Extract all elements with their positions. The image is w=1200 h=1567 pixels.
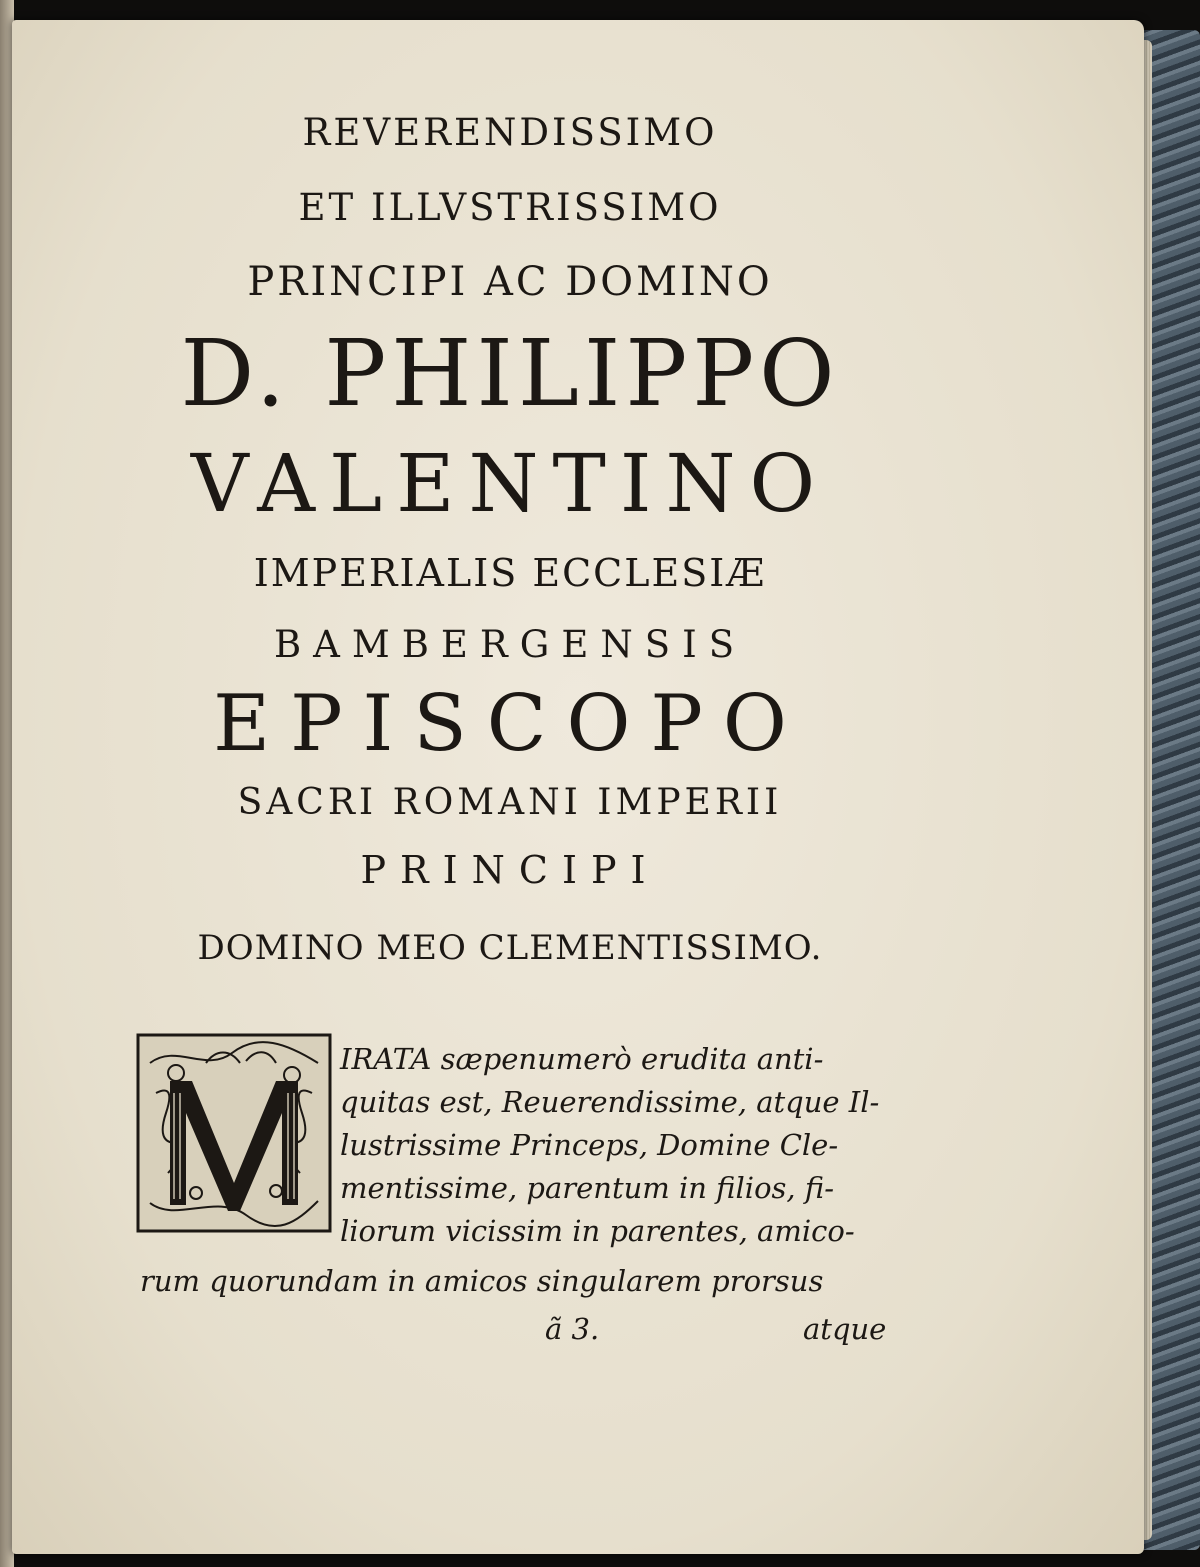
dedication-title	[110, 108, 910, 968]
title-line-11: DOMINO MEO CLEMENTISSIMO.	[197, 928, 823, 968]
woodcut-initial-icon	[136, 1033, 332, 1233]
decorated-initial-m	[136, 1033, 332, 1233]
title-line-5: VALENTINO	[190, 437, 830, 530]
catchword: atque	[803, 1312, 887, 1346]
body-full-line: rum quorundam in amicos singularem prorsus	[140, 1264, 824, 1298]
title-line-10: PRINCIPI	[360, 848, 660, 892]
title-line-6: IMPERIALIS ECCLESIÆ	[253, 551, 767, 595]
body-line-5: liorum vicissim in parentes, amico-	[340, 1214, 855, 1248]
body-line-2: quitas est, Reuerendissime, atque Il-	[340, 1085, 880, 1119]
title-line-3: PRINCIPI AC DOMINO	[247, 259, 773, 305]
title-line-7: BAMBERGENSIS	[273, 623, 747, 666]
signature-mark: ã 3.	[545, 1312, 600, 1346]
body-line-1: IRATA sæpenumerò erudita anti-	[340, 1042, 824, 1076]
title-line-4: D. PHILIPPO	[180, 320, 840, 427]
body-line-4: mentissime, parentum in filios, fi-	[340, 1171, 834, 1205]
body-line-3: lustrissime Princeps, Domine Cle-	[340, 1128, 839, 1162]
title-line-8: EPISCOPO	[213, 679, 807, 769]
title-line-9: SACRI ROMANI IMPERII	[237, 782, 783, 823]
title-line-2: ET ILLVSTRISSIMO	[298, 186, 722, 229]
title-line-1: REVERENDISSIMO	[302, 111, 718, 154]
dedication-body	[340, 1038, 910, 1253]
